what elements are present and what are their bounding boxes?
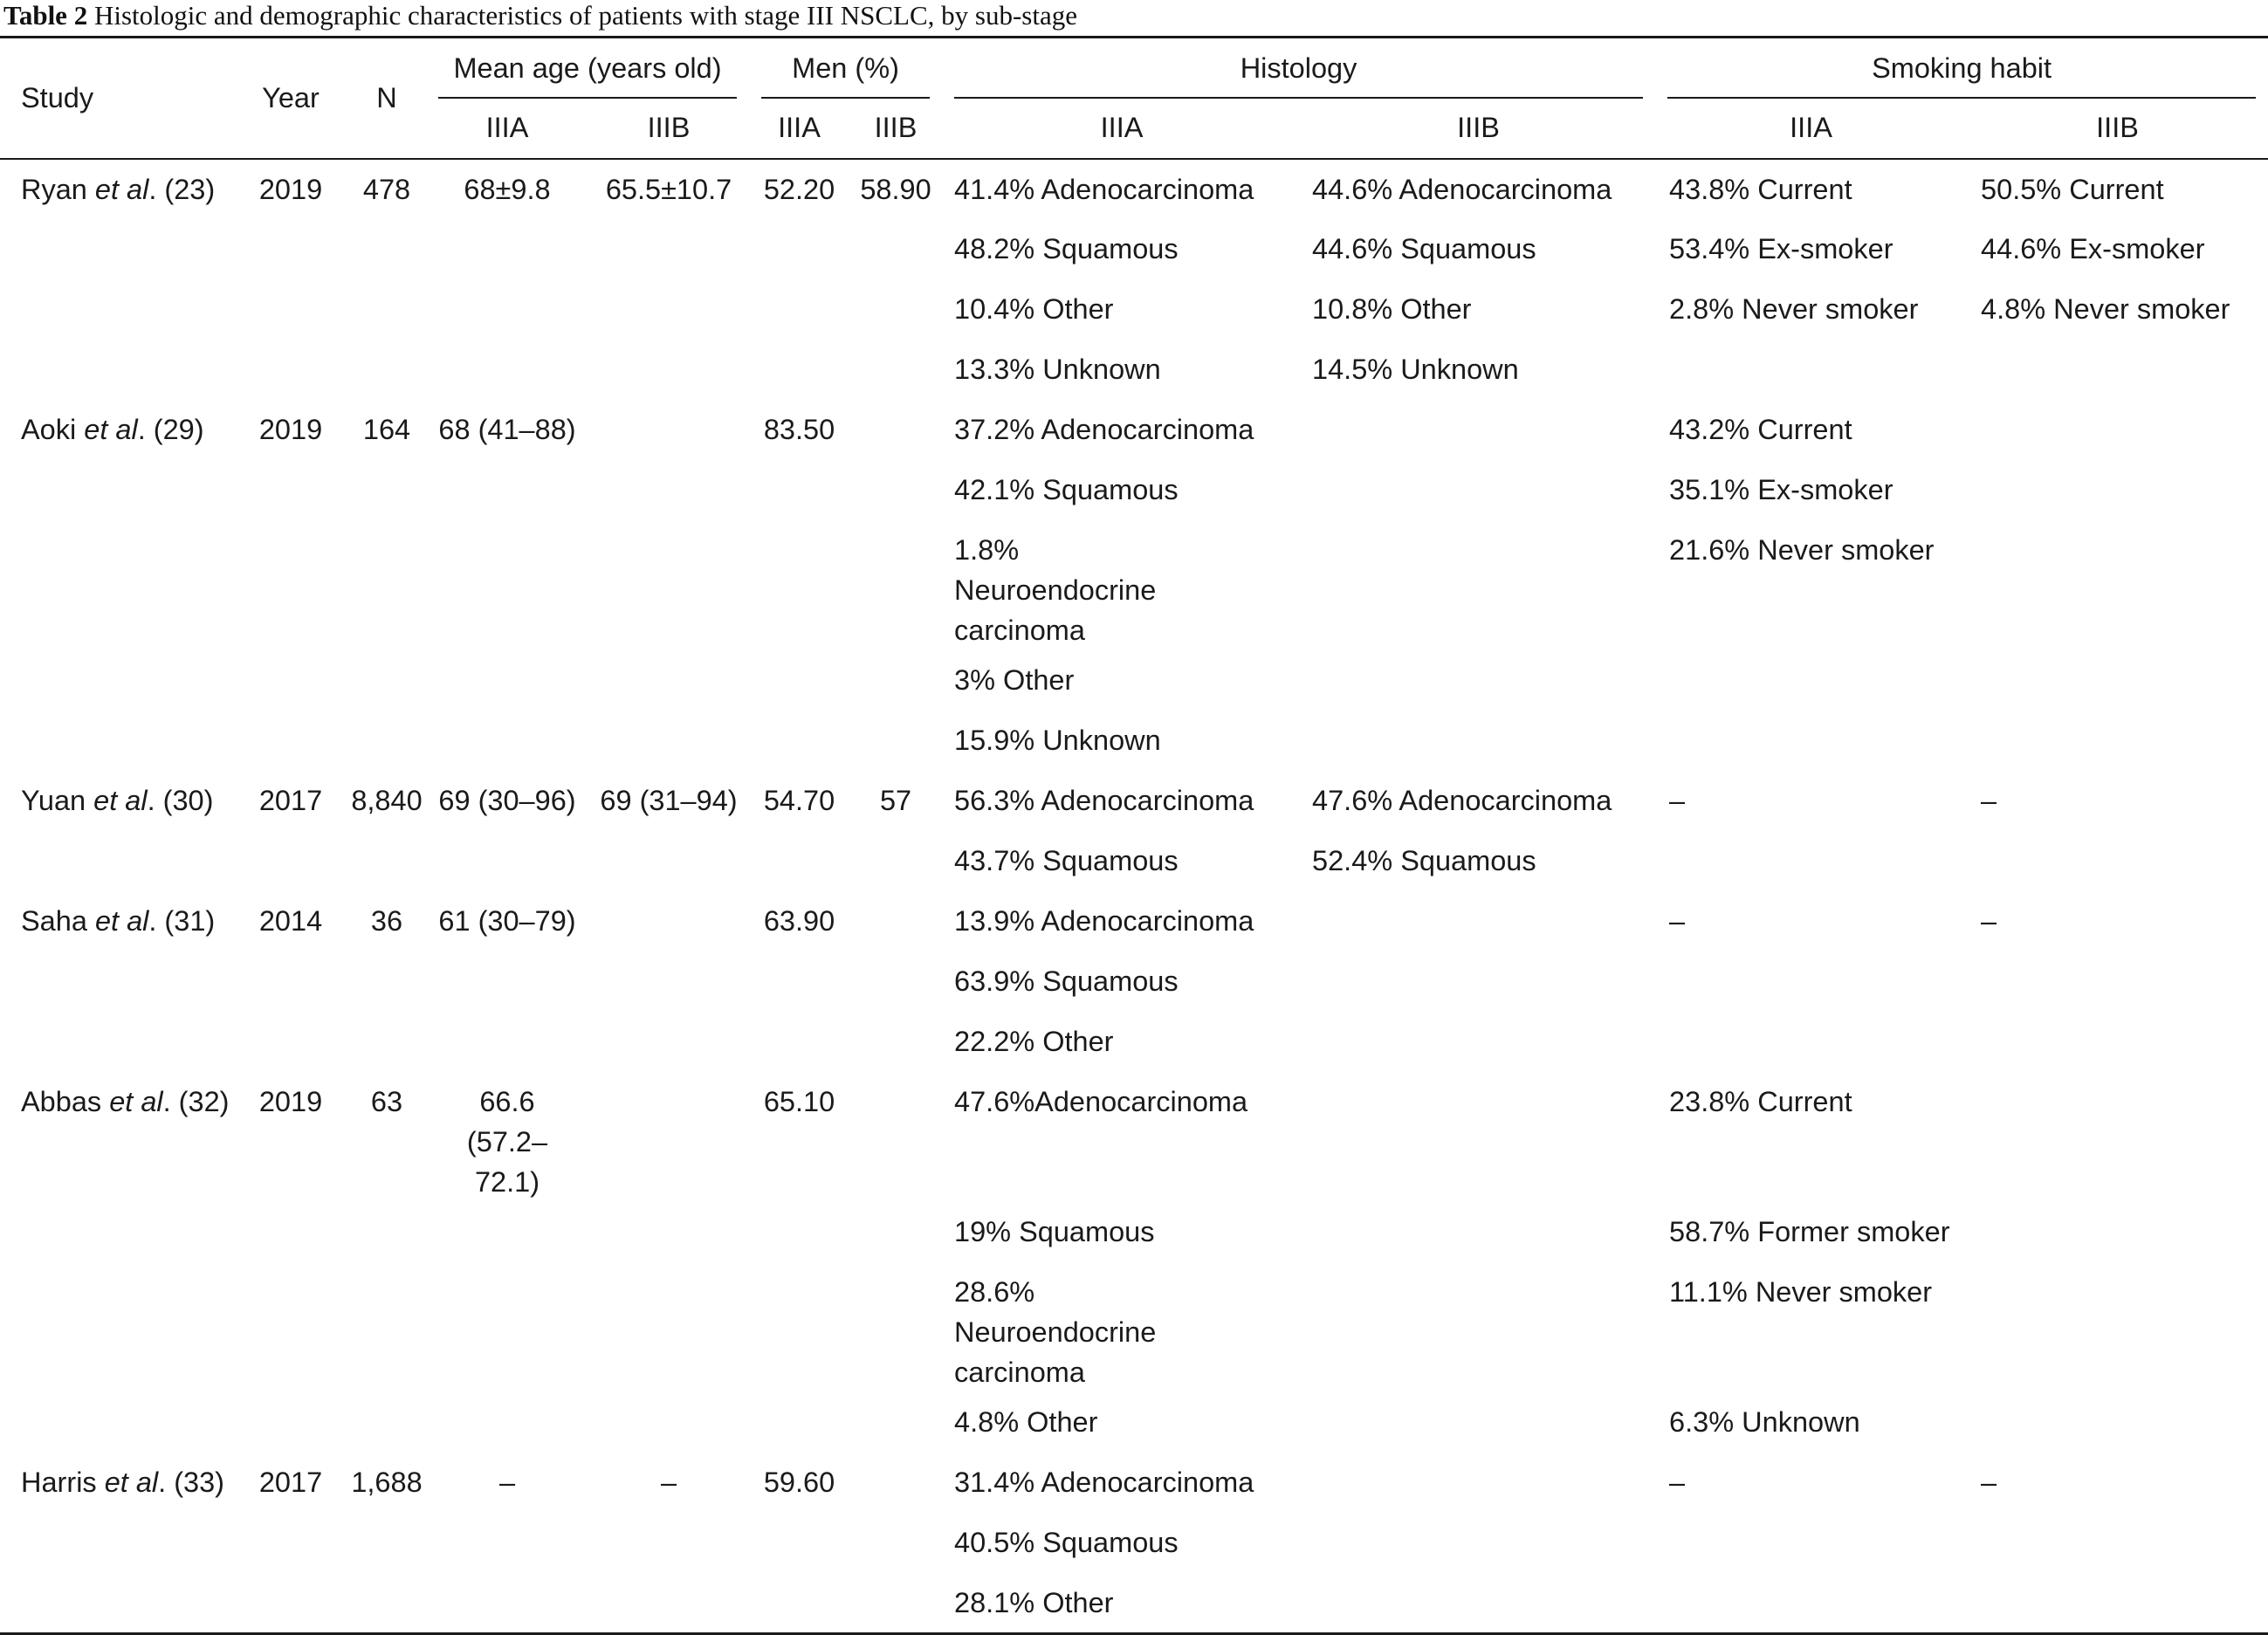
empty-cell (588, 831, 749, 891)
smoking-iiib-cell: – (1981, 1467, 1997, 1498)
empty-cell (0, 1392, 234, 1453)
header-year: Year (234, 38, 347, 160)
empty-cell (234, 1202, 347, 1262)
year-cell: 2019 (258, 174, 323, 205)
smoking-iiib-cell (1967, 951, 2268, 1012)
empty-cell (347, 460, 426, 520)
histology-iiib-cell (1302, 520, 1655, 650)
histology-iiib-cell: 52.4% Squamous (1312, 845, 1536, 876)
empty-cell (749, 340, 849, 400)
table-row (0, 340, 2268, 400)
table-row (0, 650, 2268, 711)
empty-cell (234, 711, 347, 771)
characteristics-table (0, 36, 2268, 1635)
table-row (0, 1262, 2268, 1392)
empty-cell (849, 520, 942, 650)
empty-cell (0, 279, 234, 340)
histology-iiia-cell: 19% Squamous (954, 1216, 1155, 1247)
smoking-iiia-cell (1655, 711, 1967, 771)
study-ref: . (32) (162, 1086, 230, 1117)
smoking-iiia-cell (1655, 951, 1967, 1012)
study-author: Harris (21, 1467, 97, 1498)
smoking-iiia-cell (1655, 650, 1967, 711)
empty-cell (347, 1012, 426, 1072)
histology-iiia-cell: 56.3% Adenocarcinoma (954, 785, 1254, 816)
empty-cell (426, 340, 588, 400)
header-mean-age: Mean age (years old) (426, 38, 749, 99)
empty-cell (849, 460, 942, 520)
smoking-iiia-cell (1655, 1513, 1967, 1573)
table-row (0, 159, 2268, 219)
n-cell: 8,840 (351, 785, 423, 816)
table-row (0, 711, 2268, 771)
empty-cell (347, 340, 426, 400)
age-iiib-cell: 65.5±10.7 (605, 174, 732, 205)
empty-cell (234, 279, 347, 340)
empty-cell (849, 1573, 942, 1633)
empty-cell (588, 340, 749, 400)
smoking-iiia-cell: – (1669, 1467, 1686, 1498)
men-iiib-cell: 58.90 (860, 174, 931, 205)
men-iiib-cell (849, 1072, 942, 1202)
smoking-iiia-cell: 6.3% Unknown (1669, 1406, 1860, 1438)
smoking-iiib-cell: 50.5% Current (1981, 174, 2164, 205)
empty-cell (0, 1202, 234, 1262)
age-iiia-cell: 61 (30–79) (438, 905, 576, 937)
histology-iiib-cell (1302, 1513, 1655, 1573)
study-ref: . (33) (158, 1467, 224, 1498)
histology-iiia-cell: 42.1% Squamous (954, 474, 1179, 505)
histology-iiib-cell: 14.5% Unknown (1312, 354, 1519, 385)
men-iiia-cell: 65.10 (763, 1086, 835, 1117)
histology-iiib-cell (1302, 711, 1655, 771)
empty-cell (849, 219, 942, 279)
table-row (0, 1012, 2268, 1072)
header-age-iiia: IIIA (426, 98, 588, 159)
empty-cell (426, 1012, 588, 1072)
age-iiia-cell: 68±9.8 (464, 174, 551, 205)
table-row (0, 279, 2268, 340)
empty-cell (426, 951, 588, 1012)
n-cell: 1,688 (351, 1467, 423, 1498)
empty-cell (749, 1262, 849, 1392)
histology-iiia-cell: 22.2% Other (954, 1026, 1114, 1057)
histology-iiia-cell: 4.8% Other (954, 1406, 1098, 1438)
study-ref: . (29) (137, 414, 204, 445)
n-cell: 164 (362, 414, 411, 445)
table-row (0, 520, 2268, 650)
smoking-iiia-cell: 53.4% Ex-smoker (1669, 233, 1893, 264)
histology-iiia-cell: 28.6% Neuroendocrine carcinoma (954, 1276, 1157, 1388)
age-iiia-cell: 68 (41–88) (438, 414, 576, 445)
histology-iiib-cell (1302, 951, 1655, 1012)
table-row (0, 771, 2268, 831)
header-histology-iiia: IIIA (942, 98, 1302, 159)
table-row (0, 400, 2268, 460)
empty-cell (0, 1573, 234, 1633)
table-row (0, 1072, 2268, 1202)
study-cell (0, 1453, 234, 1513)
study-ref: . (30) (147, 785, 214, 816)
empty-cell (849, 831, 942, 891)
empty-cell (588, 460, 749, 520)
empty-cell (0, 1012, 234, 1072)
age-iiia-cell: 69 (30–96) (438, 785, 576, 816)
empty-cell (588, 1262, 749, 1392)
smoking-iiia-cell: 35.1% Ex-smoker (1669, 474, 1893, 505)
empty-cell (234, 1262, 347, 1392)
histology-iiia-cell: 3% Other (954, 664, 1075, 696)
study-author: Ryan (21, 174, 87, 205)
empty-cell (347, 279, 426, 340)
empty-cell (749, 279, 849, 340)
empty-cell (588, 1012, 749, 1072)
empty-cell (588, 279, 749, 340)
study-ref: . (31) (148, 905, 216, 937)
header-men: Men (%) (749, 38, 942, 99)
smoking-iiib-cell (1967, 711, 2268, 771)
study-author: Abbas (21, 1086, 102, 1117)
histology-iiia-cell: 41.4% Adenocarcinoma (954, 174, 1254, 205)
men-iiia-cell: 54.70 (763, 785, 835, 816)
empty-cell (234, 219, 347, 279)
histology-iiib-cell (1302, 1012, 1655, 1072)
empty-cell (234, 520, 347, 650)
header-smoking-iiia: IIIA (1655, 98, 1967, 159)
empty-cell (347, 1513, 426, 1573)
empty-cell (347, 1262, 426, 1392)
smoking-iiia-cell: 43.2% Current (1669, 414, 1852, 445)
smoking-iiib-cell: 44.6% Ex-smoker (1981, 233, 2205, 264)
table-row (0, 1513, 2268, 1573)
histology-iiia-cell: 47.6%Adenocarcinoma (954, 1086, 1248, 1117)
smoking-iiib-cell: – (1981, 785, 1997, 816)
histology-iiib-cell (1302, 1202, 1655, 1262)
empty-cell (849, 1262, 942, 1392)
smoking-iiib-cell (1967, 1513, 2268, 1573)
smoking-iiia-cell: 43.8% Current (1669, 174, 1852, 205)
table-row (0, 1202, 2268, 1262)
empty-cell (749, 1012, 849, 1072)
histology-iiib-cell: 10.8% Other (1312, 293, 1472, 325)
smoking-iiia-cell (1655, 1573, 1967, 1633)
histology-iiib-cell (1302, 460, 1655, 520)
smoking-iiib-cell (1967, 340, 2268, 400)
empty-cell (588, 1513, 749, 1573)
histology-iiib-cell (1302, 650, 1655, 711)
men-iiib-cell: 57 (879, 785, 912, 816)
smoking-iiib-cell (1967, 831, 2268, 891)
empty-cell (749, 951, 849, 1012)
histology-iiia-cell: 48.2% Squamous (954, 233, 1179, 264)
year-cell: 2014 (258, 905, 323, 937)
age-iiib-cell (588, 891, 749, 951)
smoking-iiib-cell (1967, 460, 2268, 520)
empty-cell (426, 711, 588, 771)
smoking-iiia-cell (1655, 340, 1967, 400)
histology-iiib-cell (1302, 400, 1655, 460)
smoking-iiib-cell (1967, 1202, 2268, 1262)
empty-cell (749, 520, 849, 650)
empty-cell (426, 650, 588, 711)
smoking-iiia-cell: 11.1% Never smoker (1669, 1276, 1933, 1308)
table-body (0, 159, 2268, 1633)
empty-cell (588, 650, 749, 711)
table-row (0, 1392, 2268, 1453)
study-etal: et al (94, 905, 149, 937)
age-iiia-cell: 66.6 (57.2–72.1) (466, 1086, 548, 1198)
empty-cell (749, 1202, 849, 1262)
empty-cell (849, 279, 942, 340)
men-iiia-cell: 59.60 (763, 1467, 835, 1498)
n-cell: 63 (370, 1086, 403, 1117)
empty-cell (749, 1513, 849, 1573)
empty-cell (426, 831, 588, 891)
empty-cell (234, 1513, 347, 1573)
table-title: Histologic and demographic characteristics of patients with stage III NSCLC, by sub-stage (93, 0, 1078, 31)
histology-iiia-cell: 43.7% Squamous (954, 845, 1179, 876)
study-author: Yuan (21, 785, 86, 816)
empty-cell (347, 219, 426, 279)
empty-cell (347, 1392, 426, 1453)
histology-iiib-cell (1302, 891, 1655, 951)
empty-cell (426, 520, 588, 650)
study-ref: . (23) (148, 174, 216, 205)
histology-iiia-cell: 40.5% Squamous (954, 1527, 1179, 1558)
smoking-iiib-cell (1967, 400, 2268, 460)
histology-iiia-cell: 13.9% Adenocarcinoma (954, 905, 1254, 937)
empty-cell (234, 1012, 347, 1072)
table-row (0, 219, 2268, 279)
table-row (0, 951, 2268, 1012)
empty-cell (749, 650, 849, 711)
empty-cell (588, 520, 749, 650)
age-iiib-cell: 69 (31–94) (600, 785, 738, 816)
study-etal: et al (93, 785, 148, 816)
empty-cell (234, 1573, 347, 1633)
table-row (0, 1573, 2268, 1633)
smoking-iiia-cell: 21.6% Never smoker (1669, 534, 1935, 566)
empty-cell (849, 340, 942, 400)
men-iiia-cell: 52.20 (763, 174, 835, 205)
empty-cell (234, 951, 347, 1012)
histology-iiib-cell (1302, 1453, 1655, 1513)
empty-cell (426, 1513, 588, 1573)
empty-cell (849, 1202, 942, 1262)
empty-cell (749, 831, 849, 891)
study-cell (0, 771, 234, 831)
empty-cell (234, 1392, 347, 1453)
header-histology-iiib: IIIB (1302, 98, 1655, 159)
empty-cell (234, 460, 347, 520)
empty-cell (347, 1202, 426, 1262)
empty-cell (347, 831, 426, 891)
study-etal: et al (109, 1086, 163, 1117)
study-cell (0, 1072, 234, 1202)
smoking-iiib-cell (1967, 1573, 2268, 1633)
empty-cell (234, 340, 347, 400)
histology-iiib-cell: 44.6% Squamous (1312, 233, 1536, 264)
empty-cell (426, 1262, 588, 1392)
table-row (0, 831, 2268, 891)
table-row (0, 1453, 2268, 1513)
histology-iiib-cell (1302, 1392, 1655, 1453)
histology-iiib-cell: 44.6% Adenocarcinoma (1312, 174, 1612, 205)
histology-iiib-cell (1302, 1072, 1655, 1202)
empty-cell (234, 650, 347, 711)
smoking-iiib-cell (1967, 1012, 2268, 1072)
table-caption (3, 0, 1077, 35)
study-author: Saha (21, 905, 87, 937)
empty-cell (749, 1392, 849, 1453)
study-etal: et al (84, 414, 138, 445)
empty-cell (0, 520, 234, 650)
empty-cell (426, 279, 588, 340)
histology-iiia-cell: 13.3% Unknown (954, 354, 1161, 385)
empty-cell (426, 219, 588, 279)
empty-cell (849, 711, 942, 771)
empty-cell (849, 650, 942, 711)
histology-iiib-cell (1302, 1262, 1655, 1392)
smoking-iiia-cell: 23.8% Current (1669, 1086, 1852, 1117)
empty-cell (347, 1573, 426, 1633)
smoking-iiib-cell (1967, 1262, 2268, 1392)
histology-iiia-cell: 10.4% Other (954, 293, 1114, 325)
header-histology: Histology (942, 38, 1655, 99)
study-cell (0, 159, 234, 219)
histology-iiia-cell: 15.9% Unknown (954, 725, 1161, 756)
year-cell: 2019 (258, 414, 323, 445)
histology-iiia-cell: 31.4% Adenocarcinoma (954, 1467, 1254, 1498)
study-cell (0, 891, 234, 951)
empty-cell (588, 951, 749, 1012)
study-cell (0, 400, 234, 460)
smoking-iiib-cell (1967, 650, 2268, 711)
histology-iiib-cell: 47.6% Adenocarcinoma (1312, 785, 1612, 816)
header-men-iiib: IIIB (849, 98, 942, 159)
men-iiia-cell: 63.90 (763, 905, 835, 937)
empty-cell (588, 219, 749, 279)
age-iiib-cell: – (660, 1467, 677, 1498)
empty-cell (0, 460, 234, 520)
n-cell: 478 (362, 174, 411, 205)
empty-cell (0, 1262, 234, 1392)
smoking-iiib-cell (1967, 520, 2268, 650)
empty-cell (0, 831, 234, 891)
header-smoking-iiib: IIIB (1967, 98, 2268, 159)
age-iiia-cell: – (498, 1467, 516, 1498)
histology-iiia-cell: 28.1% Other (942, 1573, 1302, 1633)
empty-cell (749, 460, 849, 520)
empty-cell (0, 1513, 234, 1573)
year-cell: 2019 (258, 1086, 323, 1117)
header-men-iiia: IIIA (749, 98, 849, 159)
men-iiib-cell (849, 1453, 942, 1513)
empty-cell (849, 1012, 942, 1072)
men-iiia-cell: 83.50 (763, 414, 835, 445)
empty-cell (347, 711, 426, 771)
empty-cell (749, 219, 849, 279)
table-label: Table 2 (3, 0, 88, 31)
smoking-iiib-cell: – (1981, 905, 1997, 937)
empty-cell (849, 1392, 942, 1453)
histology-iiia-cell: 63.9% Squamous (954, 965, 1179, 997)
smoking-iiia-cell (1655, 831, 1967, 891)
smoking-iiia-cell: – (1669, 785, 1686, 816)
histology-iiia-cell: 1.8% Neuroendocrine carcinoma (954, 534, 1157, 646)
men-iiib-cell (849, 400, 942, 460)
empty-cell (849, 951, 942, 1012)
smoking-iiia-cell: – (1669, 905, 1686, 937)
empty-cell (426, 1392, 588, 1453)
histology-iiib-cell (1302, 1573, 1655, 1633)
empty-cell (588, 1392, 749, 1453)
header-smoking-habit: Smoking habit (1655, 38, 2268, 99)
study-etal: et al (104, 1467, 159, 1498)
age-iiib-cell (588, 400, 749, 460)
empty-cell (749, 711, 849, 771)
header-n: N (347, 38, 426, 160)
smoking-iiia-cell: 58.7% Former smoker (1669, 1216, 1950, 1247)
empty-cell (749, 1573, 849, 1633)
empty-cell (347, 650, 426, 711)
empty-cell (0, 650, 234, 711)
smoking-iiib-cell (1967, 1392, 2268, 1453)
table-row (0, 891, 2268, 951)
histology-iiia-cell: 37.2% Adenocarcinoma (954, 414, 1254, 445)
n-cell: 36 (370, 905, 403, 937)
empty-cell (0, 219, 234, 279)
empty-cell (426, 460, 588, 520)
study-author: Aoki (21, 414, 77, 445)
men-iiib-cell (849, 891, 942, 951)
table-row (0, 460, 2268, 520)
empty-cell (849, 1513, 942, 1573)
age-iiib-cell (588, 1072, 749, 1202)
empty-cell (426, 1202, 588, 1262)
empty-cell (347, 520, 426, 650)
empty-cell (426, 1573, 588, 1633)
empty-cell (588, 1202, 749, 1262)
smoking-iiia-cell: 2.8% Never smoker (1669, 293, 1919, 325)
header-age-iiib: IIIB (588, 98, 749, 159)
smoking-iiia-cell (1655, 1012, 1967, 1072)
study-etal: et al (94, 174, 149, 205)
empty-cell (588, 1573, 749, 1633)
smoking-iiib-cell (1967, 1072, 2268, 1202)
empty-cell (0, 711, 234, 771)
empty-cell (588, 711, 749, 771)
header-row-top (0, 38, 2268, 99)
empty-cell (0, 951, 234, 1012)
empty-cell (234, 831, 347, 891)
year-cell: 2017 (258, 1467, 323, 1498)
year-cell: 2017 (258, 785, 323, 816)
empty-cell (0, 340, 234, 400)
smoking-iiib-cell: 4.8% Never smoker (1981, 293, 2230, 325)
header-study: Study (0, 38, 234, 160)
empty-cell (347, 951, 426, 1012)
